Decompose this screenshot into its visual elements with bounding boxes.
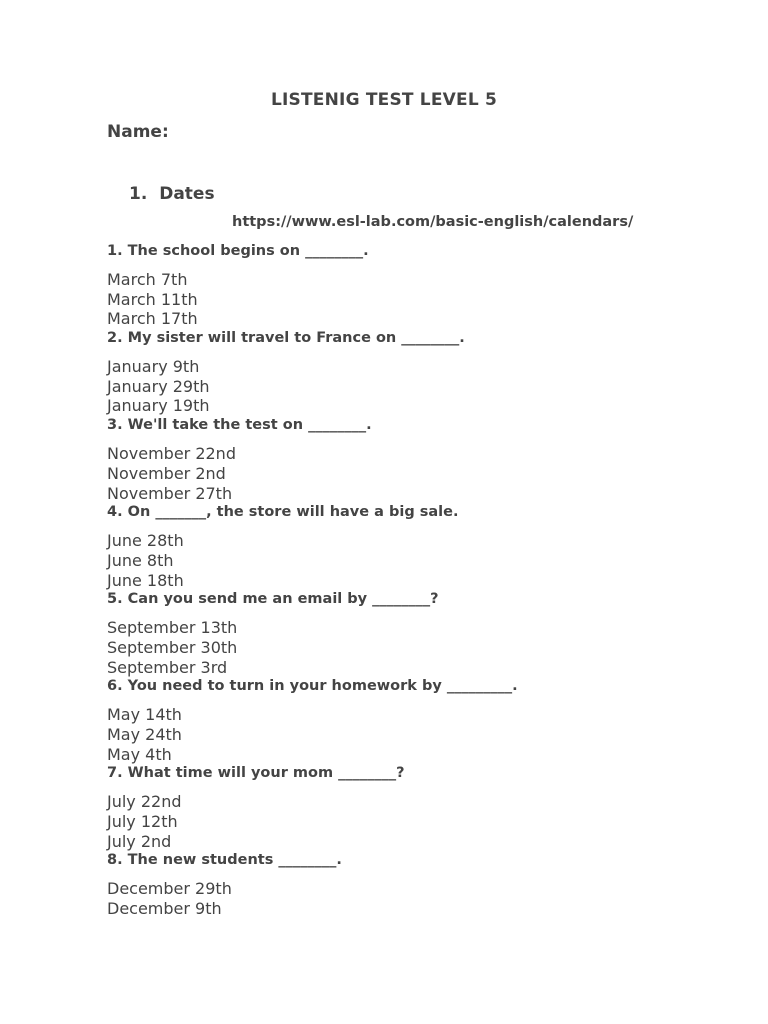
answer-options — [107, 705, 727, 764]
question-text: 4. On _______, the store will have a big sale. — [107, 504, 459, 521]
answer-option: November 2nd — [107, 463, 226, 483]
answer-options — [107, 618, 727, 677]
answer-options — [107, 792, 727, 851]
name-label: Name: — [107, 122, 169, 142]
question-text: 7. What time will your mom ________? — [107, 765, 405, 782]
answer-option: September 3rd — [107, 657, 228, 677]
question-block — [107, 590, 727, 677]
question-text: 2. My sister will travel to France on ________. — [107, 330, 465, 347]
answer-option: September 30th — [107, 637, 238, 657]
answer-option: December 29th — [107, 879, 232, 899]
question-block — [107, 503, 727, 590]
section-heading — [129, 184, 215, 204]
question-text: 5. Can you send me an email by ________? — [107, 591, 439, 608]
question-block — [107, 851, 727, 918]
answer-options — [107, 270, 727, 329]
answer-option: July 12th — [107, 812, 178, 832]
question-block — [107, 242, 727, 329]
answer-option: May 4th — [107, 744, 172, 764]
answer-option: June 18th — [107, 570, 184, 590]
answer-option: July 2nd — [107, 831, 172, 851]
reference-url[interactable]: https://www.esl-lab.com/basic-english/calendars/ — [232, 214, 634, 230]
answer-option: January 19th — [107, 396, 210, 416]
answer-option: January 9th — [107, 357, 200, 377]
answer-option: December 9th — [107, 899, 222, 919]
question-block — [107, 329, 727, 416]
question-block — [107, 677, 727, 764]
answer-option: March 11th — [107, 289, 198, 309]
answer-option: May 14th — [107, 705, 182, 725]
question-list — [107, 242, 727, 919]
answer-options — [107, 531, 727, 590]
answer-options — [107, 357, 727, 416]
question-text: 1. The school begins on ________. — [107, 243, 369, 259]
answer-option: June 28th — [107, 531, 184, 551]
section-label: Dates — [159, 184, 215, 204]
question-text: 3. We'll take the test on ________. — [107, 417, 372, 434]
answer-option: September 13th — [107, 618, 238, 638]
section-number: 1. — [129, 184, 148, 204]
answer-options — [107, 879, 727, 918]
answer-option: June 8th — [107, 550, 174, 570]
question-text: 6. You need to turn in your homework by _________. — [107, 678, 518, 695]
answer-option: November 22nd — [107, 444, 236, 464]
answer-option: May 24th — [107, 725, 182, 744]
answer-options — [107, 444, 727, 503]
question-text: 8. The new students ________. — [107, 852, 342, 869]
answer-option: November 27th — [107, 483, 233, 503]
answer-option: July 22nd — [107, 792, 182, 812]
question-block — [107, 764, 727, 851]
page-title: LISTENIG TEST LEVEL 5 — [271, 90, 497, 110]
answer-option: January 29th — [107, 376, 210, 396]
answer-option: March 17th — [107, 309, 198, 329]
question-block — [107, 416, 727, 503]
answer-option: March 7th — [107, 270, 188, 289]
